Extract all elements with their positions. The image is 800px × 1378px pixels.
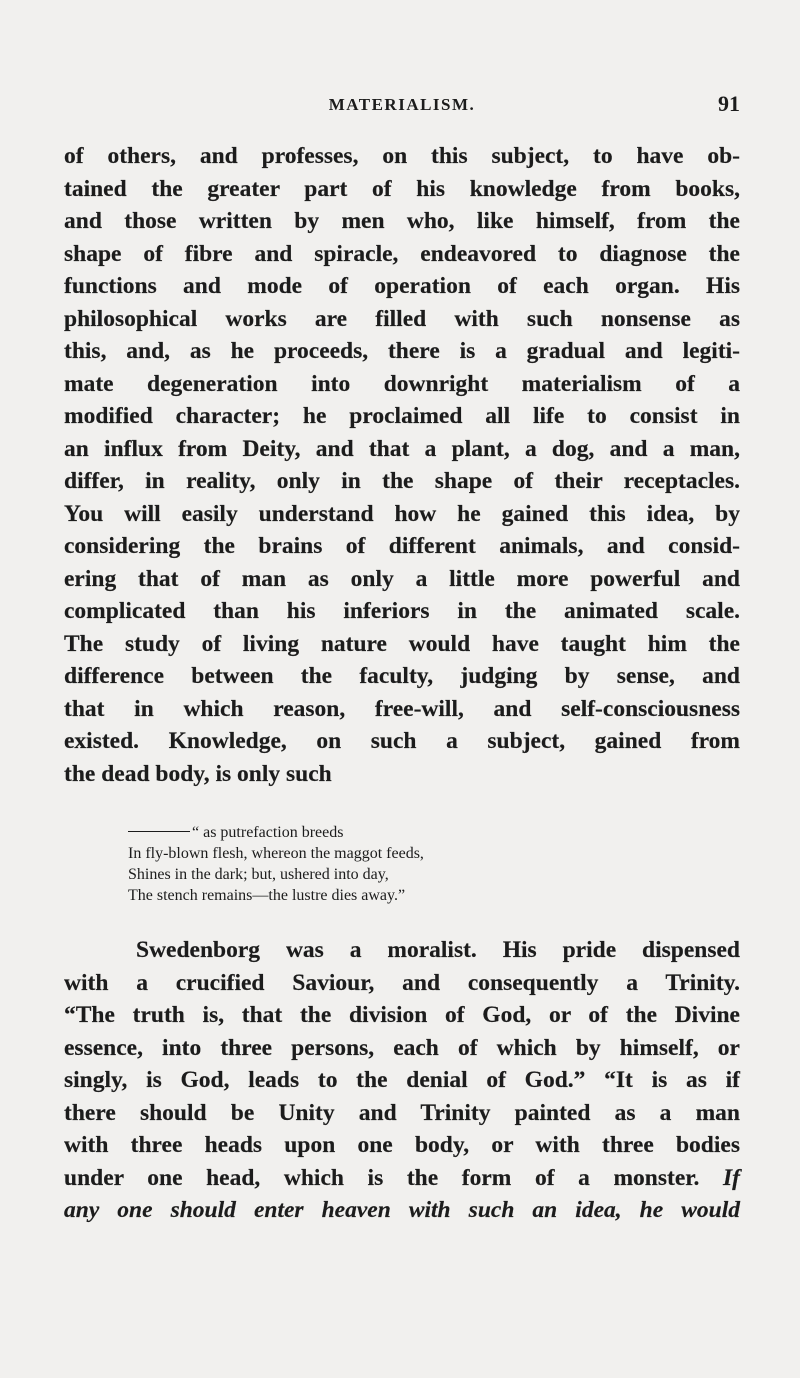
text-line: an influx from Deity, and that a plant, a dog, and a man, (64, 435, 740, 462)
verse-line (128, 822, 608, 843)
text-line: You will easily understand how he gained this idea, by (64, 500, 740, 527)
text-line: difference between the faculty, judging by sense, and (64, 663, 740, 689)
text-line: singly, is God, leads to the denial of God.” “It is as if (64, 1067, 740, 1093)
text-line: the dead body, is only such (64, 760, 332, 787)
text-line: tained the greater part of his knowledge from books, (64, 175, 740, 202)
text-line: mate degeneration into downright materialism of a (64, 370, 740, 397)
text-line (64, 1162, 740, 1195)
page-number: 91 (718, 91, 740, 116)
text-line: modified character; he proclaimed all life to consist in (64, 403, 740, 429)
paragraph-2 (64, 934, 740, 1227)
text-line: philosophical works are filled with such nonsense as (64, 305, 740, 332)
text-line: this, and, as he proceeds, there is a gradual and legiti- (64, 338, 740, 364)
text-line: there should be Unity and Trinity painted as a man (64, 1099, 740, 1126)
text-line: essence, into three persons, each of which by himself, or (64, 1034, 740, 1061)
text-line: and those written by men who, like himself, from the (64, 208, 740, 234)
text-line: differ, in reality, only in the shape of their receptacles. (64, 468, 740, 494)
verse-quotation (128, 822, 608, 906)
verse-line: The stench remains—the lustre dies away.” (128, 887, 406, 904)
text-line: functions and mode of operation of each organ. His (64, 273, 740, 299)
text-line-roman: under one head, which is the form of a monster. (64, 1164, 700, 1191)
text-line: “The truth is, that the division of God, or of the Divine (64, 1002, 740, 1028)
text-line: with a crucified Saviour, and consequently a Trinity. (64, 969, 740, 996)
text-line: with three heads upon one body, or with three bodies (64, 1132, 740, 1158)
running-title: MATERIALISM. (328, 95, 476, 114)
text-line: that in which reason, free-will, and self-consciousness (64, 695, 740, 722)
text-line: The study of living nature would have taught him the (64, 630, 740, 657)
verse-line-text: “ as putrefaction breeds (192, 824, 344, 841)
text-line: ering that of man as only a little more powerful and (64, 565, 740, 592)
text-line: considering the brains of different animals, and consid- (64, 533, 740, 559)
text-line: existed. Knowledge, on such a subject, gained from (64, 728, 740, 754)
text-line: of others, and professes, on this subject, to have ob- (64, 143, 740, 169)
verse-line: In fly-blown flesh, whereon the maggot feeds, (128, 845, 424, 862)
text-line: shape of fibre and spiracle, endeavored to diagnose the (64, 240, 740, 267)
page-header (64, 91, 740, 121)
text-line: complicated than his inferiors in the animated scale. (64, 598, 740, 624)
verse-line: Shines in the dark; but, ushered into day, (128, 866, 389, 883)
em-rule (128, 831, 190, 832)
italic-text-line: any one should enter heaven with such an idea, he would (64, 1197, 740, 1223)
italic-text: If (723, 1164, 741, 1191)
text-line: Swedenborg was a moralist. His pride dispensed (136, 937, 740, 963)
paragraph-1 (64, 140, 740, 790)
